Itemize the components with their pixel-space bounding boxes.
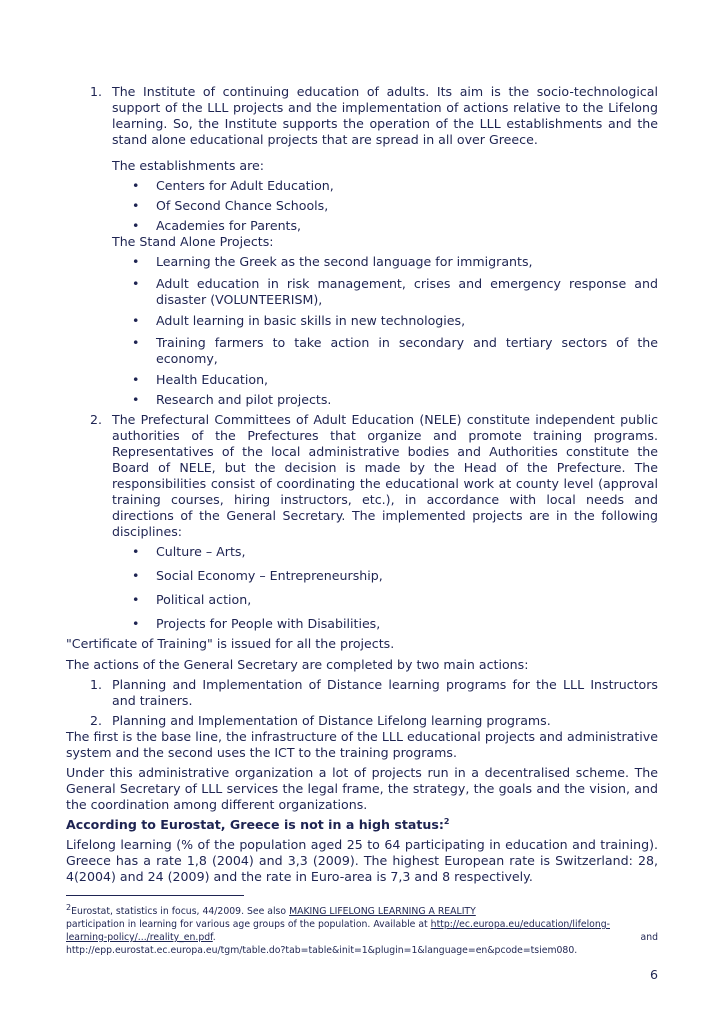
list-item: • Health Education, [66, 372, 658, 388]
disciplines-list [66, 544, 658, 632]
list-item: • Research and pilot projects. [66, 392, 658, 408]
establishments-list [66, 178, 658, 234]
standalone-list [66, 254, 658, 408]
footnote-link-group [66, 931, 216, 944]
action-item [66, 677, 658, 709]
eurostat-heading [66, 817, 658, 833]
paragraph-nele: The Prefectural Committees of Adult Education (NELE) constitute independent public authorities of the Prefectures that organize and promote training programs. Representatives of the local administrative bodies and Authorities constitute the Board of NELE, but the decision is made by the Head of the Prefecture. The responsibilities consist of coordinating the educational work at county level (approval training courses, hiring instructors, etc.), in accordance with local needs and directions of the General Secretary. The implemented projects are in the following disciplines: [112, 412, 658, 539]
footnote-reference[interactable]: 2 [443, 816, 450, 826]
list-item: • Culture – Arts, [66, 544, 658, 560]
list-item: • Learning the Greek as the second language for immigrants, [66, 254, 658, 270]
list-item: • Of Second Chance Schools, [66, 198, 658, 214]
footnote-text: Eurostat, statistics in focus, 44/2009. See also [71, 906, 290, 917]
main-content [66, 84, 658, 885]
action-text: Planning and Implementation of Distance learning programs for the LLL Instructors and trainers. [112, 677, 658, 708]
footnote-line [66, 931, 658, 944]
list-number: 2. [90, 713, 103, 728]
list-item: • Projects for People with Disabilities, [66, 616, 658, 632]
organization-paragraph: Under this administrative organization a lot of projects run in a decentralised scheme. The General Secretary of LLL services the legal frame, the strategy, the goals and the vision, and the coordination among different organizations. [66, 765, 658, 812]
actions-intro: The actions of the General Secretary are completed by two main actions: [66, 657, 529, 672]
action-text: Planning and Implementation of Distance Lifelong learning programs. [112, 713, 551, 728]
footnote [66, 902, 658, 957]
action-item [66, 713, 658, 729]
list-item: • Training farmers to take action in secondary and tertiary sectors of the economy, [66, 335, 658, 367]
eurostat-url: http://epp.eurostat.ec.europa.eu/tgm/table.do?tab=table&init=1&plugin=1&language=en&pcode=tsiem080. [66, 945, 578, 956]
ec-europa-link[interactable]: http://ec.europa.eu/education/lifelong- [430, 919, 610, 930]
making-lll-reality-link[interactable]: MAKING LIFELONG LEARNING A REALITY [289, 906, 476, 917]
footnote-line [66, 902, 658, 918]
footnote-text: . [212, 932, 216, 943]
ec-europa-link-continued[interactable]: learning-policy/.../reality_en.pdf [66, 932, 213, 943]
list-item: • Adult education in risk management, crises and emergency response and disaster (VOLUNTEERISM), [66, 276, 658, 308]
eurostat-paragraph: Lifelong learning (% of the population aged 25 to 64 participating in education and training). Greece has a rate 1,8 (2004) and 3,3 (2009). The highest European rate is Switzerland: 28, 4(2004) and 24 (2009) and the rate in Euro-area is 7,3 and 8 respectively. [66, 837, 658, 884]
list-item: • Centers for Adult Education, [66, 178, 658, 194]
list-item: • Political action, [66, 592, 658, 608]
certificate-paragraph: "Certificate of Training" is issued for all the projects. [66, 636, 395, 651]
list-item: • Social Economy – Entrepreneurship, [66, 568, 658, 584]
standalone-heading: The Stand Alone Projects: [112, 234, 274, 249]
list-item: • Adult learning in basic skills in new technologies, [66, 313, 658, 329]
footnote-and: and [640, 932, 658, 943]
baseline-paragraph: The first is the base line, the infrastructure of the LLL educational projects and administrative system and the second uses the ICT to the training programs. [66, 729, 658, 760]
footnote-line [66, 918, 658, 931]
list-item-institute [66, 84, 658, 148]
list-number: 1. [90, 84, 103, 99]
paragraph-institute: The Institute of continuing education of adults. Its aim is the socio-technological support of the LLL projects and the implementation of actions relative to the Lifelong learning. So, the Institute supports the operation of the LLL establishments and the stand alone educational projects that are spread in all over Greece. [112, 84, 658, 147]
establishments-heading: The establishments are: [112, 158, 265, 173]
list-number: 1. [90, 677, 103, 692]
footnote-divider [66, 895, 244, 896]
list-item-nele [66, 412, 658, 540]
eurostat-heading-text: According to Eurostat, Greece is not in a high status: [66, 817, 444, 832]
list-number: 2. [90, 412, 103, 427]
footnote-text: participation in learning for various age groups of the population. Available at [66, 919, 431, 930]
footnote-marker: 2 [66, 902, 72, 912]
list-item: • Academies for Parents, [66, 218, 658, 234]
page-number: 6 [649, 967, 658, 982]
